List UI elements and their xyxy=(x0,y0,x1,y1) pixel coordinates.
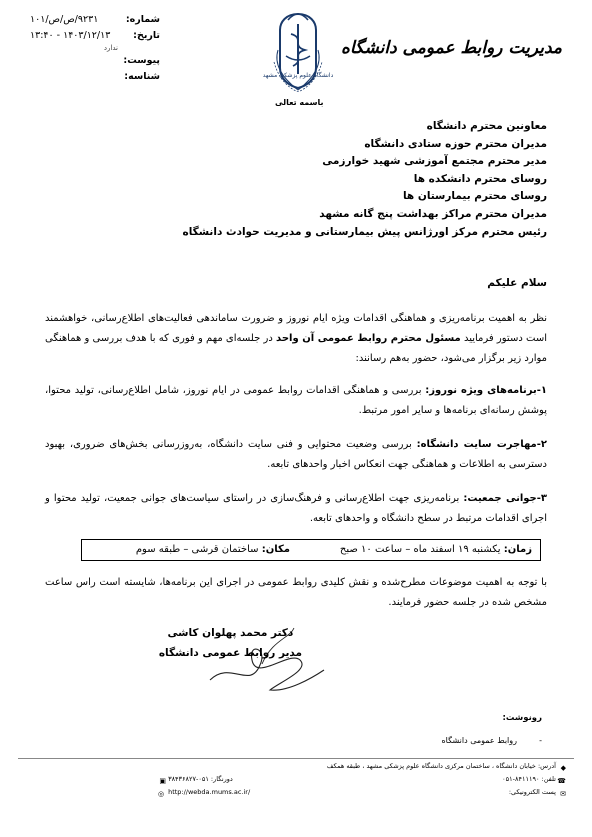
number-label: شماره: xyxy=(125,14,160,25)
date-label: تاریخ: xyxy=(133,30,160,41)
meeting-info-box xyxy=(81,539,541,561)
motto: باسمه تعالی xyxy=(275,98,324,107)
date-value: ۱۴۰۳/۱۲/۱۳ - ۱۳:۴۰ xyxy=(30,30,111,41)
greeting: سلام علیکم xyxy=(487,277,547,289)
recipient: مدیر محترم مجتمع آموزشی شهید خوارزمی xyxy=(322,155,547,168)
fax-icon: ▣ xyxy=(159,777,166,785)
footer-email-label: پست الکترونیکی: xyxy=(508,788,556,796)
meeting-time xyxy=(340,540,532,560)
agenda-item xyxy=(45,435,547,475)
agenda-item-body: برنامه‌ریزی جهت اطلاع‌رسانی و فرهنگ‌سازی در راستای سیاست‌های جوانی جمعیت، تولید محتوا و اجرای اقدامات مرتبط در سطح دانشگاه و واحدهای تابعه. xyxy=(45,493,547,524)
footer-website[interactable]: http://webda.mums.ac.ir/ xyxy=(168,788,251,796)
intro-bold: مسئول محترم روابط عمومی آن واحد xyxy=(276,333,461,344)
phone-icon: ☎ xyxy=(557,777,566,785)
footer-phone: تلفن: ۸۴۱۱۱۹۰-۰۵۱ xyxy=(502,775,556,783)
agenda-item xyxy=(45,489,547,529)
agenda-item-body: بررسی وضعیت محتوایی و فنی سایت دانشگاه، به‌روزرسانی بخش‌های ضروری، بهبود دسترسی به اطلاعات و هماهنگی جهت انعکاس اخبار واحدهای تابعه. xyxy=(45,439,547,470)
closing-paragraph: با توجه به اهمیت موضوعات مطرح‌شده و نقش کلیدی روابط عمومی در اجرای این برنامه‌ها، شایسته است راس ساعت مشخص شده در جلسه حضور فرمایند. xyxy=(45,577,547,608)
university-emblem-icon xyxy=(258,10,338,92)
intro-text-before: نظر به اهمیت برنامه‌ریزی و هماهنگی اقدامات ویژه ایام نوروز و ضرورت ساماندهی فعالیت‌های اطلاع‌رسانی، خواهشمند است دستور فرمایید xyxy=(45,313,547,344)
signature-block xyxy=(159,623,302,663)
recipient: روسای محترم دانشکده ها xyxy=(413,172,547,185)
location-icon: ◆ xyxy=(560,764,566,772)
attachment-label: پیوست: xyxy=(123,55,160,66)
attachment-note: ندارد xyxy=(103,44,118,52)
agenda-item-title: ۲-مهاجرت سایت دانشگاه: xyxy=(416,439,548,450)
footer-fax: دورنگار: ۰۵۱-۳۸۴۳۶۸۲۷ xyxy=(168,775,233,783)
recipient: رئیس محترم مرکز اورژانس پیش بیمارستانی و مدیریت حوادث دانشگاه xyxy=(182,225,547,238)
agenda-item xyxy=(45,381,547,421)
meeting-place xyxy=(136,540,290,560)
meeting-place-value: ساختمان قرشی – طبقه سوم xyxy=(135,544,259,555)
footer-address: آدرس: خیابان دانشگاه ، ساختمان مرکزی دانشگاه علوم پزشکی مشهد ، طبقه همکف xyxy=(326,762,556,770)
cc-item: روابط عمومی دانشگاه xyxy=(441,736,517,745)
footer-divider xyxy=(18,758,574,759)
globe-icon: ◎ xyxy=(158,790,165,798)
cc-bullet-icon: - xyxy=(539,736,542,745)
letter-meta xyxy=(30,12,160,85)
recipient: مدیران محترم مراکز بهداشت پنج گانه مشهد xyxy=(319,207,547,220)
recipient: مدیران محترم حوزه ستادی دانشگاه xyxy=(364,137,547,150)
reference-label: شناسه: xyxy=(124,71,160,82)
intro-text-after: در جلسه‌ای مهم و فوری که با هدف بررسی و هماهنگی موارد زیر برگزار می‌شود، حضور به‌هم رسانند: xyxy=(45,333,547,364)
university-logo xyxy=(258,10,338,92)
intro-paragraph xyxy=(45,309,547,369)
signer-name: دکتر محمد پهلوان کاشی xyxy=(167,627,294,639)
meeting-time-value: یکشنبه ۱۹ اسفند ماه – ساعت ۱۰ صبح xyxy=(339,544,501,555)
agenda-item-body: بررسی و هماهنگی اقدامات روابط عمومی در ایام نوروز، شامل اطلاع‌رسانی، تولید محتوا، پوشش رسانه‌ای برنامه‌ها و سایر امور مرتبط. xyxy=(45,385,547,416)
footer xyxy=(18,760,574,799)
department-title: مدیریت روابط عمومی دانشگاه xyxy=(340,38,562,58)
agenda-item-title: ۳-جوانی جمعیت: xyxy=(463,493,547,504)
meeting-place-label: مکان: xyxy=(261,544,290,555)
recipients-list xyxy=(147,118,547,241)
recipient: روسای محترم بیمارستان ها xyxy=(402,190,547,203)
agenda-item-title: ۱-برنامه‌های ویژه نوروز: xyxy=(425,385,547,396)
email-icon: ✉ xyxy=(560,790,566,798)
number-value: ۹۲۳۱/ص/ص/۱۰۱ xyxy=(30,14,99,25)
logo-caption: دانشگاه علوم پزشکی مشهد xyxy=(262,72,334,79)
recipient: معاونین محترم دانشگاه xyxy=(426,120,547,132)
signer-title: مدیر روابط عمومی دانشگاه xyxy=(158,647,302,659)
cc-title: رونوشت: xyxy=(502,713,542,723)
meeting-time-label: زمان: xyxy=(503,544,532,555)
